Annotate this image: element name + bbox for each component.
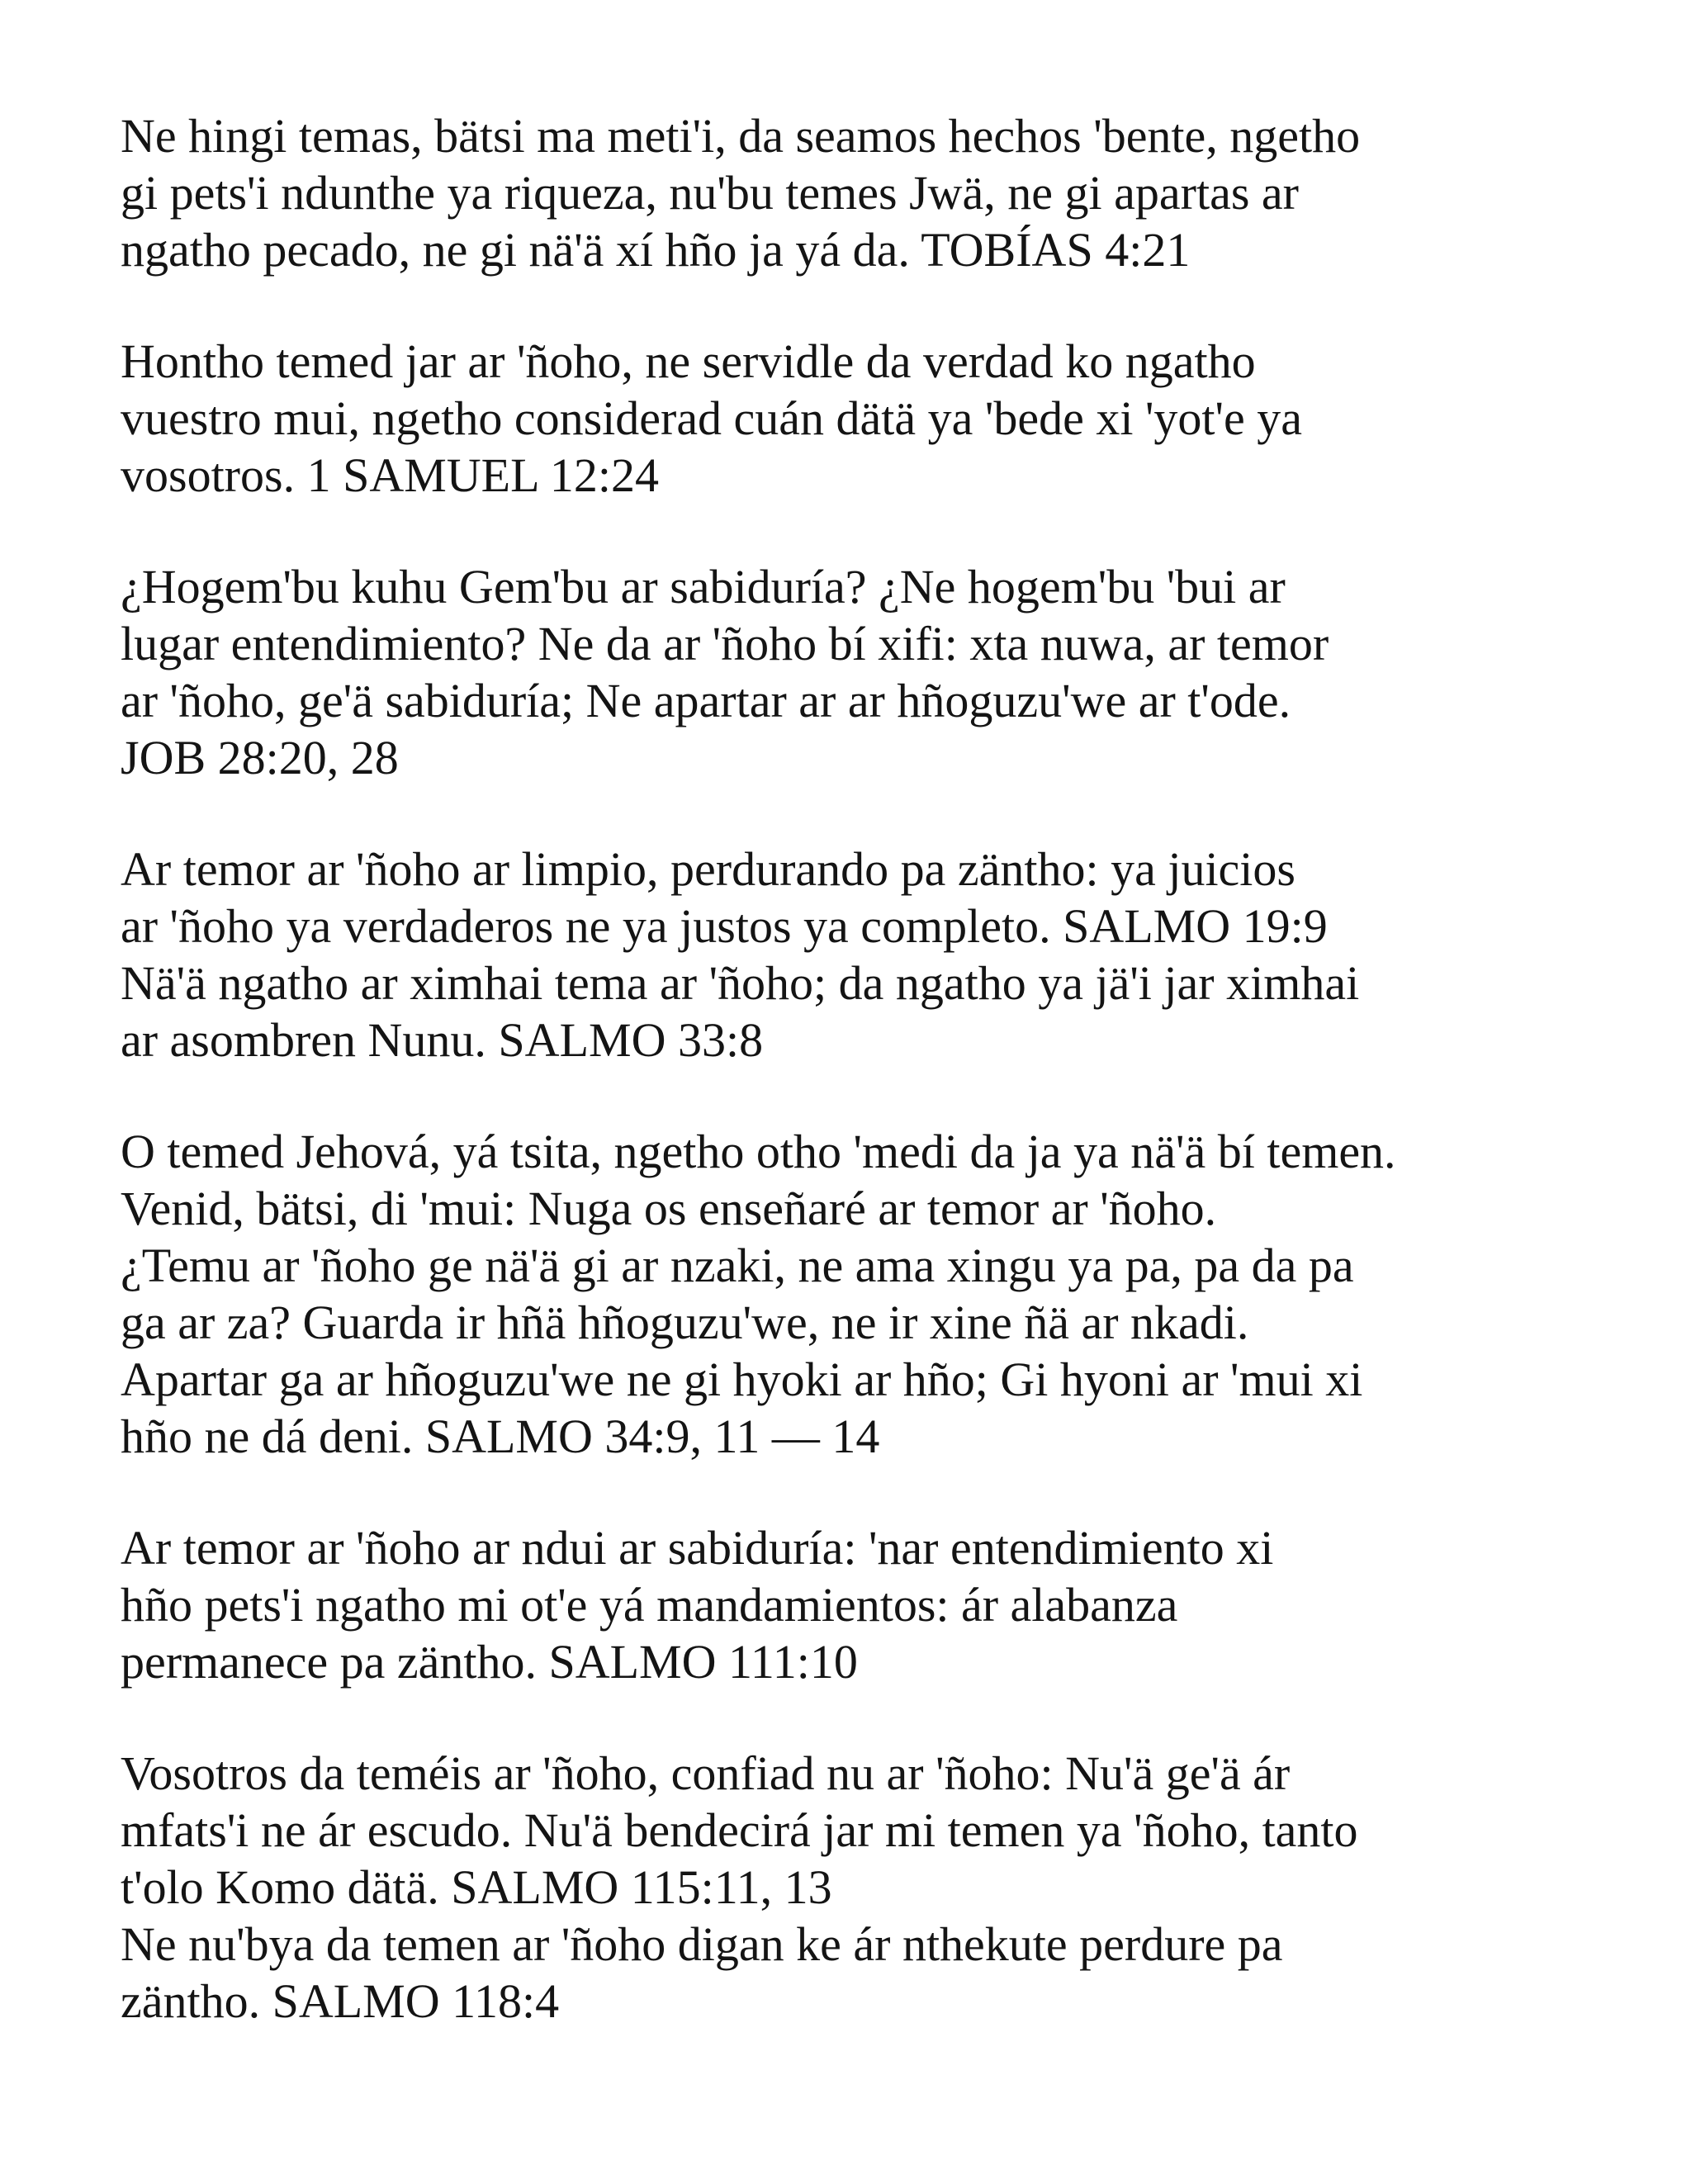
text-line: zäntho. SALMO 118:4: [121, 1974, 560, 2028]
text-line: lugar entendimiento? Ne da ar 'ñoho bí xifi: xta nuwa, ar temor: [121, 617, 1329, 670]
text-line: ar 'ñoho ya verdaderos ne ya justos ya completo. SALMO 19:9: [121, 899, 1328, 953]
paragraph-salmo-34: [121, 1123, 1607, 1465]
text-line: ar asombren Nunu. SALMO 33:8: [121, 1013, 764, 1067]
paragraph-salmo-111: [121, 1519, 1607, 1690]
text-line: ¿Hogem'bu kuhu Gem'bu ar sabiduría? ¿Ne hogem'bu 'bui ar: [121, 560, 1286, 614]
text-line: Hontho temed jar ar 'ñoho, ne servidle da verdad ko ngatho: [121, 334, 1256, 388]
text-line: Ne hingi temas, bätsi ma meti'i, da seamos hechos 'bente, ngetho: [121, 109, 1361, 163]
text-line: O temed Jehová, yá tsita, ngetho otho 'medi da ja ya nä'ä bí temen.: [121, 1125, 1396, 1178]
text-line: JOB 28:20, 28: [121, 731, 399, 784]
text-line: vosotros. 1 SAMUEL 12:24: [121, 448, 659, 502]
scripture-text-block: [121, 107, 1607, 2084]
text-line: Nä'ä ngatho ar ximhai tema ar 'ñoho; da ngatho ya jä'i jar ximhai: [121, 956, 1360, 1010]
text-line: ar 'ñoho, ge'ä sabiduría; Ne apartar ar ar hñoguzu'we ar t'ode.: [121, 674, 1291, 727]
text-line: Vosotros da teméis ar 'ñoho, confiad nu ar 'ñoho: Nu'ä ge'ä ár: [121, 1746, 1291, 1800]
paragraph-salmo-115-118: [121, 1745, 1607, 2030]
paragraph-salmo-19-33: [121, 841, 1607, 1068]
text-line: permanece pa zäntho. SALMO 111:10: [121, 1635, 858, 1689]
paragraph-samuel: [121, 333, 1607, 504]
text-line: Apartar ga ar hñoguzu'we ne gi hyoki ar hño; Gi hyoni ar 'mui xi: [121, 1353, 1363, 1406]
text-line: Ar temor ar 'ñoho ar limpio, perdurando pa zäntho: ya juicios: [121, 842, 1295, 896]
text-line: hño ne dá deni. SALMO 34:9, 11 — 14: [121, 1409, 880, 1463]
text-line: ¿Temu ar 'ñoho ge nä'ä gi ar nzaki, ne ama xingu ya pa, pa da pa: [121, 1239, 1354, 1292]
text-line: hño pets'i ngatho mi ot'e yá mandamientos: ár alabanza: [121, 1578, 1178, 1632]
text-line: mfats'i ne ár escudo. Nu'ä bendecirá jar mi temen ya 'ñoho, tanto: [121, 1803, 1358, 1857]
text-line: Ar temor ar 'ñoho ar ndui ar sabiduría: 'nar entendimiento xi: [121, 1521, 1274, 1575]
text-line: ngatho pecado, ne gi nä'ä xí hño ja yá da. TOBÍAS 4:21: [121, 223, 1191, 277]
paragraph-tobias: [121, 107, 1607, 278]
text-line: gi pets'i ndunthe ya riqueza, nu'bu temes Jwä, ne gi apartas ar: [121, 166, 1299, 220]
paragraph-job: [121, 558, 1607, 786]
text-line: ga ar za? Guarda ir hñä hñoguzu'we, ne ir xine ñä ar nkadi.: [121, 1296, 1249, 1349]
text-line: Venid, bätsi, di 'mui: Nuga os enseñaré ar temor ar 'ñoho.: [121, 1182, 1217, 1235]
text-line: t'olo Komo dätä. SALMO 115:11, 13: [121, 1860, 832, 1914]
text-line: Ne nu'bya da temen ar 'ñoho digan ke ár nthekute perdure pa: [121, 1917, 1283, 1971]
text-line: vuestro mui, ngetho considerad cuán dätä ya 'bede xi 'yot'e ya: [121, 391, 1302, 445]
